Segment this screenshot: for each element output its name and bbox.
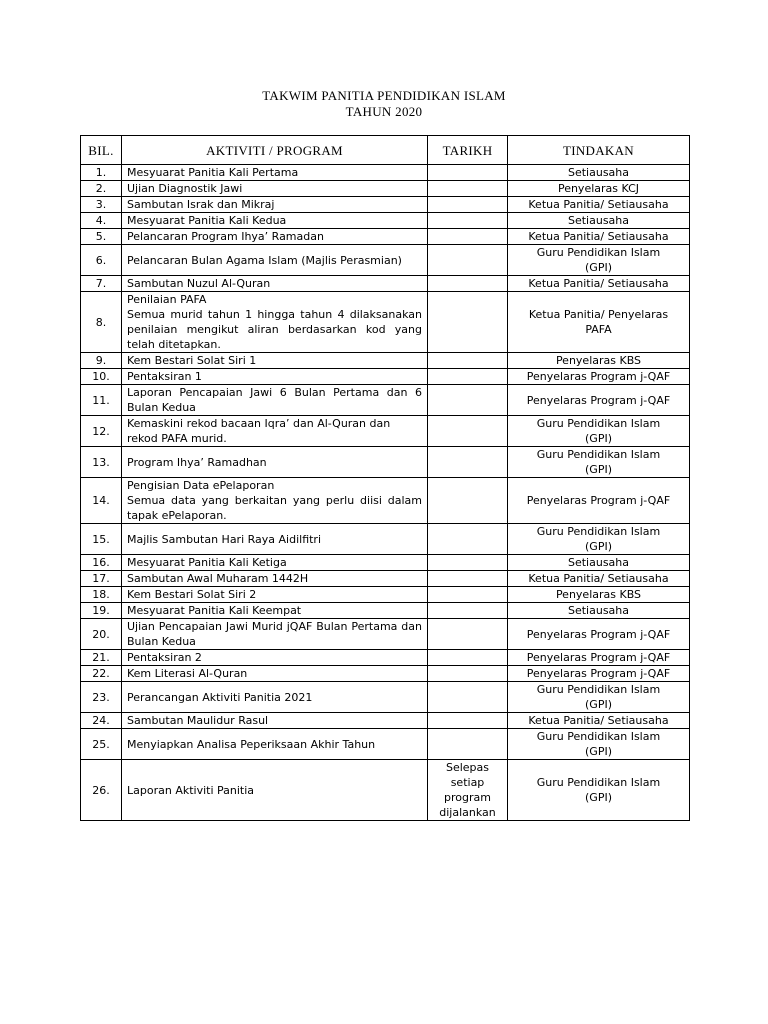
activity-cell (122, 760, 428, 821)
date-cell (428, 385, 508, 416)
table-row (81, 571, 690, 587)
action-cell (508, 555, 690, 571)
row-number: 13. (81, 447, 122, 478)
action-text: Penyelaras Program j-QAF (526, 651, 671, 664)
activity-cell (122, 713, 428, 729)
row-number: 25. (81, 729, 122, 760)
activity-cell (122, 353, 428, 369)
date-cell (428, 229, 508, 245)
activity-cell (122, 197, 428, 213)
activity-cell (122, 165, 428, 181)
activity-text: Pelancaran Bulan Agama Islam (Majlis Perasmian) (127, 253, 402, 267)
date-cell (428, 416, 508, 447)
activity-cell (122, 650, 428, 666)
row-number: 7. (81, 276, 122, 292)
action-text: Ketua Panitia/ Setiausaha (528, 572, 669, 585)
row-number: 22. (81, 666, 122, 682)
activity-cell (122, 229, 428, 245)
action-text: Penyelaras Program j-QAF (526, 393, 671, 407)
table-row (81, 619, 690, 650)
activity-text: Majlis Sambutan Hari Raya Aidilfitri (127, 532, 322, 546)
action-text: Penyelaras Program j-QAF (526, 627, 671, 641)
activity-text: Sambutan Maulidur Rasul (127, 714, 269, 727)
action-text: Setiausaha (567, 214, 629, 227)
activity-cell (122, 603, 428, 619)
action-cell (508, 713, 690, 729)
row-number: 21. (81, 650, 122, 666)
action-cell (508, 760, 690, 821)
row-number: 6. (81, 245, 122, 276)
table-row (81, 416, 690, 447)
row-number: 17. (81, 571, 122, 587)
action-text: Penyelaras KCJ (557, 182, 640, 195)
activity-text: Ujian Diagnostik Jawi (127, 182, 243, 195)
row-number: 1. (81, 165, 122, 181)
action-text: Setiausaha (567, 556, 629, 569)
row-number: 5. (81, 229, 122, 245)
table-row (81, 385, 690, 416)
activity-text: Kem Literasi Al-Quran (127, 667, 248, 680)
activity-cell (122, 682, 428, 713)
action-text: (GPI) (585, 432, 612, 445)
activity-text: Perancangan Aktiviti Panitia 2021 (127, 690, 313, 704)
date-cell (428, 213, 508, 229)
action-cell (508, 353, 690, 369)
table-row (81, 587, 690, 603)
action-text: Penyelaras KBS (555, 588, 642, 601)
action-text: Ketua Panitia/ Setiausaha (528, 198, 669, 211)
date-cell (428, 760, 508, 821)
date-cell (428, 197, 508, 213)
action-cell (508, 729, 690, 760)
activity-text: Semua data yang berkaitan yang perlu diisi dalam tapak ePelaporan. (127, 494, 422, 522)
action-cell (508, 213, 690, 229)
row-number: 11. (81, 385, 122, 416)
table-row (81, 369, 690, 385)
activity-cell (122, 276, 428, 292)
date-cell (428, 181, 508, 197)
activity-cell (122, 292, 428, 353)
activity-cell (122, 555, 428, 571)
action-text: Guru Pendidikan Islam (536, 246, 661, 259)
action-text: (GPI) (585, 745, 612, 758)
activity-cell (122, 729, 428, 760)
action-cell (508, 447, 690, 478)
date-text: setiap (450, 776, 485, 789)
action-cell (508, 524, 690, 555)
action-cell (508, 478, 690, 524)
row-number: 9. (81, 353, 122, 369)
activity-cell (122, 245, 428, 276)
activity-text: Penilaian PAFA (127, 293, 207, 306)
activity-text: Ujian Pencapaian Jawi Murid jQAF Bulan Pertama dan Bulan Kedua (127, 620, 422, 648)
action-cell (508, 619, 690, 650)
document-title: TAKWIM PANITIA PENDIDIKAN ISLAM (262, 88, 506, 103)
table-row (81, 229, 690, 245)
table-row (81, 213, 690, 229)
date-cell (428, 571, 508, 587)
table-row (81, 165, 690, 181)
date-cell (428, 292, 508, 353)
date-text: program (444, 791, 491, 804)
action-cell (508, 682, 690, 713)
activity-text: Mesyuarat Panitia Kali Pertama (127, 166, 299, 179)
activity-cell (122, 181, 428, 197)
activity-text: Mesyuarat Panitia Kali Keempat (127, 604, 302, 617)
action-text: Guru Pendidikan Islam (536, 776, 661, 789)
activity-cell (122, 369, 428, 385)
date-cell (428, 276, 508, 292)
action-text: Penyelaras Program j-QAF (526, 667, 671, 680)
action-cell (508, 245, 690, 276)
activity-text: Kemaskini rekod bacaan Iqra’ dan Al-Quran dan rekod PAFA murid. (127, 417, 391, 445)
table-row (81, 292, 690, 353)
date-cell (428, 165, 508, 181)
action-text: Penyelaras Program j-QAF (526, 494, 671, 507)
action-cell (508, 587, 690, 603)
activity-text: Mesyuarat Panitia Kali Ketiga (127, 556, 287, 569)
activity-cell (122, 619, 428, 650)
date-cell (428, 666, 508, 682)
action-cell (508, 229, 690, 245)
action-cell (508, 666, 690, 682)
activity-text: Laporan Pencapaian Jawi 6 Bulan Pertama dan 6 Bulan Kedua (127, 386, 422, 414)
activity-text: Sambutan Awal Muharam 1442H (127, 572, 309, 585)
activity-cell (122, 587, 428, 603)
table-header-row (81, 136, 690, 165)
action-cell (508, 385, 690, 416)
action-text: Setiausaha (567, 604, 629, 617)
action-text: (GPI) (585, 463, 612, 476)
date-cell (428, 524, 508, 555)
date-text: dijalankan (439, 806, 496, 819)
action-cell (508, 197, 690, 213)
document-year: TAHUN 2020 (345, 104, 423, 119)
action-cell (508, 369, 690, 385)
date-cell (428, 682, 508, 713)
activity-cell (122, 385, 428, 416)
table-row (81, 713, 690, 729)
row-number: 20. (81, 619, 122, 650)
activity-text: Kem Bestari Solat Siri 1 (127, 354, 257, 367)
date-cell (428, 353, 508, 369)
activity-cell (122, 478, 428, 524)
date-cell (428, 713, 508, 729)
table-row (81, 524, 690, 555)
row-number: 26. (81, 760, 122, 821)
activity-text: Pentaksiran 1 (127, 370, 202, 383)
action-cell (508, 650, 690, 666)
action-cell (508, 416, 690, 447)
date-cell (428, 447, 508, 478)
activity-text: Semua murid tahun 1 hingga tahun 4 dilaksanakan penilaian mengikut aliran berdasarkan kod yang telah ditetapkan. (127, 308, 422, 351)
table-row (81, 245, 690, 276)
activity-text: Pelancaran Program Ihya’ Ramadan (127, 230, 324, 243)
table-row (81, 682, 690, 713)
row-number: 8. (81, 292, 122, 353)
action-text: Guru Pendidikan Islam (536, 417, 661, 430)
table-row (81, 729, 690, 760)
date-cell (428, 619, 508, 650)
activity-text: Program Ihya’ Ramadhan (127, 455, 267, 469)
header-tindakan: TINDAKAN (508, 136, 690, 165)
row-number: 3. (81, 197, 122, 213)
activity-cell (122, 416, 428, 447)
activity-text: Sambutan Nuzul Al-Quran (127, 277, 271, 290)
action-cell (508, 181, 690, 197)
activity-text: Sambutan Israk dan Mikraj (127, 198, 275, 211)
table-row (81, 197, 690, 213)
row-number: 14. (81, 478, 122, 524)
date-cell (428, 245, 508, 276)
activity-text: Laporan Aktiviti Panitia (127, 783, 255, 797)
row-number: 10. (81, 369, 122, 385)
date-cell (428, 650, 508, 666)
date-cell (428, 587, 508, 603)
action-text: Ketua Panitia/ Penyelaras (528, 308, 669, 321)
action-cell (508, 571, 690, 587)
activity-text: Pentaksiran 2 (127, 651, 202, 664)
date-cell (428, 603, 508, 619)
table-row (81, 181, 690, 197)
row-number: 4. (81, 213, 122, 229)
table-row (81, 666, 690, 682)
header-aktiviti: AKTIVITI / PROGRAM (122, 136, 428, 165)
table-row (81, 603, 690, 619)
table-row (81, 760, 690, 821)
table-row (81, 353, 690, 369)
action-text: Ketua Panitia/ Setiausaha (528, 277, 669, 290)
action-text: Setiausaha (567, 166, 629, 179)
activity-cell (122, 666, 428, 682)
date-cell (428, 555, 508, 571)
table-row (81, 276, 690, 292)
table-row (81, 447, 690, 478)
action-text: Guru Pendidikan Islam (536, 683, 661, 696)
action-text: Penyelaras KBS (555, 354, 642, 367)
action-text: Guru Pendidikan Islam (536, 525, 661, 538)
table-row (81, 478, 690, 524)
action-text: (GPI) (585, 540, 612, 553)
table-row (81, 650, 690, 666)
calendar-table (80, 135, 690, 821)
row-number: 19. (81, 603, 122, 619)
header-tarikh: TARIKH (428, 136, 508, 165)
action-cell (508, 276, 690, 292)
activity-cell (122, 447, 428, 478)
header-bil: BIL. (81, 136, 122, 165)
row-number: 15. (81, 524, 122, 555)
date-cell (428, 369, 508, 385)
action-cell (508, 292, 690, 353)
row-number: 18. (81, 587, 122, 603)
row-number: 2. (81, 181, 122, 197)
action-text: Guru Pendidikan Islam (536, 448, 661, 461)
row-number: 12. (81, 416, 122, 447)
activity-text: Menyiapkan Analisa Peperiksaan Akhir Tahun (127, 737, 376, 751)
action-text: (GPI) (585, 261, 612, 274)
date-text: Selepas (445, 761, 490, 774)
date-cell (428, 729, 508, 760)
activity-text: Pengisian Data ePelaporan (127, 479, 275, 492)
action-cell (508, 603, 690, 619)
action-text: (GPI) (585, 791, 612, 804)
row-number: 24. (81, 713, 122, 729)
action-cell (508, 165, 690, 181)
action-text: Guru Pendidikan Islam (536, 730, 661, 743)
action-text: Ketua Panitia/ Setiausaha (528, 714, 669, 727)
row-number: 23. (81, 682, 122, 713)
action-text: (GPI) (585, 698, 612, 711)
action-text: Ketua Panitia/ Setiausaha (528, 230, 669, 243)
action-text: Penyelaras Program j-QAF (526, 370, 671, 383)
activity-cell (122, 213, 428, 229)
activity-text: Kem Bestari Solat Siri 2 (127, 588, 257, 601)
action-text: PAFA (585, 323, 612, 336)
activity-cell (122, 571, 428, 587)
activity-text: Mesyuarat Panitia Kali Kedua (127, 214, 287, 227)
row-number: 16. (81, 555, 122, 571)
date-cell (428, 478, 508, 524)
activity-cell (122, 524, 428, 555)
table-row (81, 555, 690, 571)
